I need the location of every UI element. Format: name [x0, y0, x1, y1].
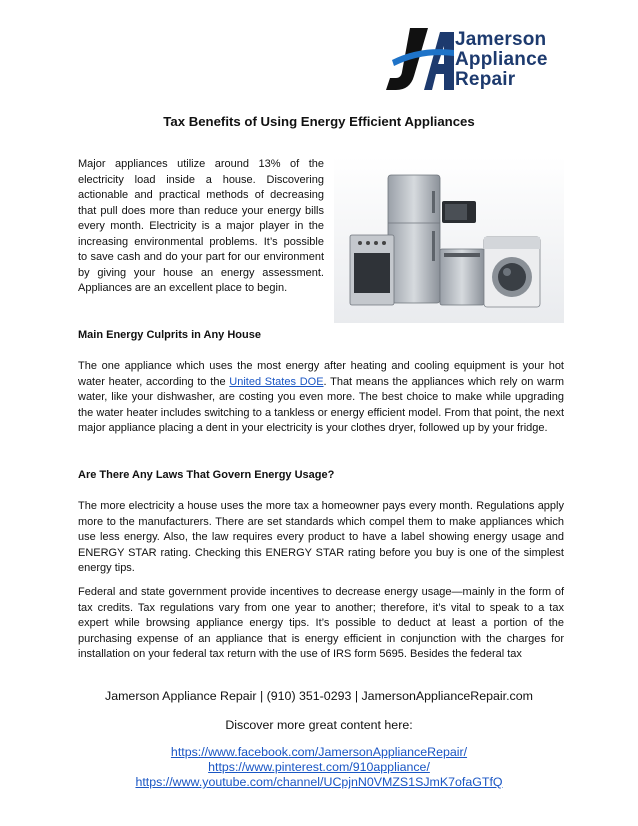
energy-laws-paragraph-2: Federal and state government provide incentives to decrease energy usage—mainly in the form of tax credits. Tax regulations vary from one year to another; therefore, it’s vital to speak to a tax expert while browsing appliance energy tips. It’s possible to deduct at least a portion of the purchasing expense of an appliance that is energy efficient in conjunction with the charges for installation on your federal tax return with the use of IRS form 5695. Besides the federal tax: [78, 586, 564, 660]
energy-culprits-paragraph: [78, 359, 564, 437]
energy-laws-paragraph-1: The more electricity a house uses the more tax a homeowner pays every month. Regulations apply more to the manufacturers. There are set standards which compel them to make appliances which use less energy. Also, the law requires every product to have a label showing energy usage and ENERGY STAR rating. Checking this ENERGY STAR rating before you buy is one of the simplest energy tips.: [78, 500, 564, 574]
paragraph-text: The one appliance which uses the most energy after heating and cooling equipment is your hot water heater, according to the: [78, 360, 564, 388]
ja-logo-mark-icon: [384, 24, 456, 98]
logo-wordmark: [455, 30, 548, 90]
section-heading-energy-laws: Are There Any Laws That Govern Energy Usage?: [78, 469, 335, 481]
appliances-image: [334, 157, 564, 323]
youtube-link[interactable]: https://www.youtube.com/channel/UCpjnN0VMZS1SJmK7ofaGTfQ: [135, 775, 503, 789]
facebook-link[interactable]: https://www.facebook.com/JamersonApplianceRepair/: [170, 745, 468, 759]
document-title: Tax Benefits of Using Energy Efficient Appliances: [163, 114, 475, 129]
logo-line-1: Jamerson: [455, 29, 547, 50]
paragraph-text: . That means the appliances which rely on warm water, like your dishwasher, are costing you even more. The best choice to make while upgrading the water heater includes switching to a tankless or energy efficient model. From that point, the next major appliance placing a dent in your electricity is your clothes dryer, followed up by your fridge.: [78, 375, 564, 434]
footer-links: [0, 745, 638, 790]
company-logo: [384, 22, 574, 102]
footer-discover-text: Discover more great content here:: [225, 718, 413, 732]
intro-paragraph: Major appliances utilize around 13% of the electricity load inside a house. Discovering actionable and practical methods of decreasing that pull does more than reduce your energy bills every month. Electricity is a major player in the increasing environmental problems. It’s possible to save cash and do your part for our environment by giving your house an energy assessment. Appliances are an excellent place to begin.: [78, 158, 324, 294]
footer-contact: Jamerson Appliance Repair | (910) 351-0293 | JamersonApplianceRepair.com: [105, 689, 533, 703]
united-states-doe-link[interactable]: United States DOE: [229, 375, 324, 388]
section-heading-energy-culprits: Main Energy Culprits in Any House: [78, 329, 261, 341]
pinterest-link[interactable]: https://www.pinterest.com/910appliance/: [208, 760, 430, 774]
logo-line-3: Repair: [455, 69, 516, 90]
logo-line-2: Appliance: [455, 49, 548, 70]
